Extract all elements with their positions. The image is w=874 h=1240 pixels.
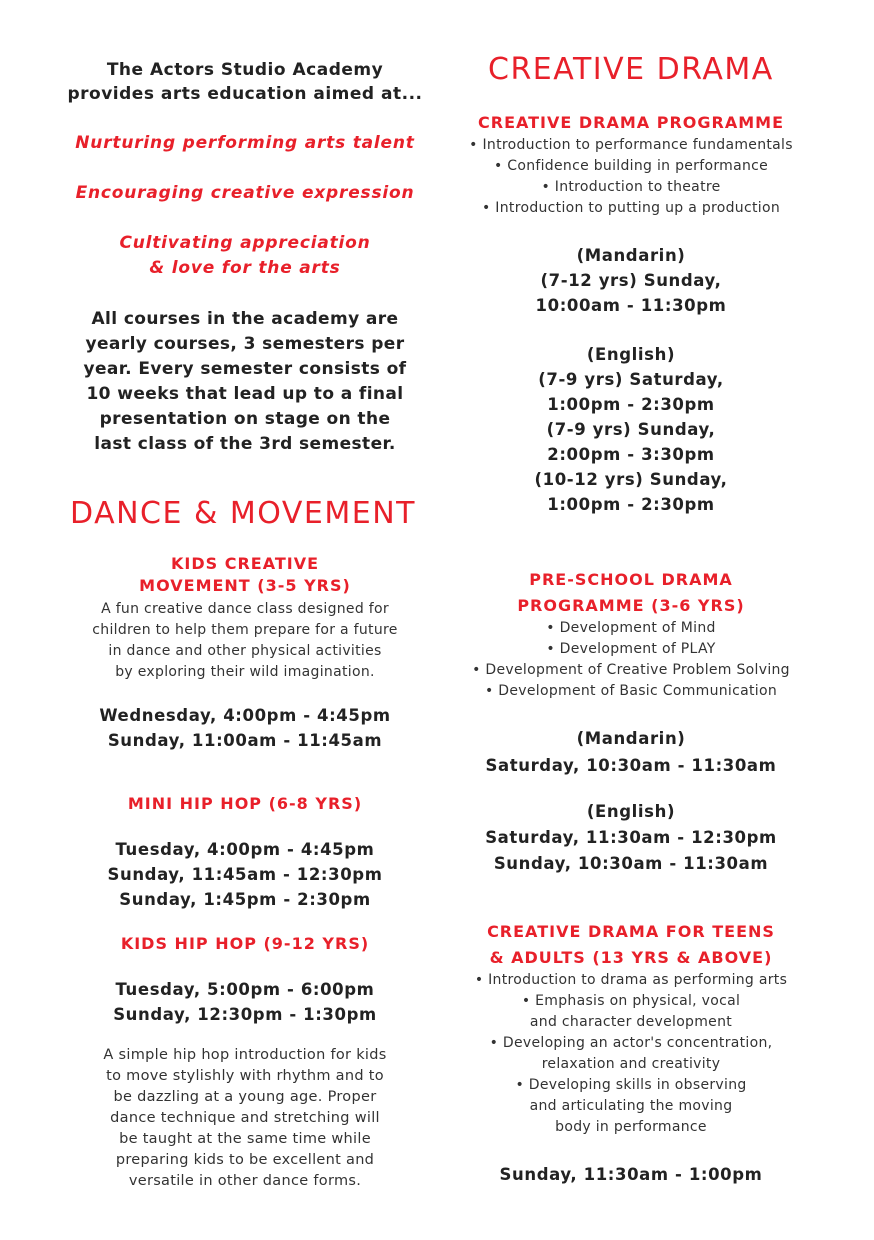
bullet-item: and articulating the moving bbox=[529, 1098, 733, 1114]
preschool-english-schedule bbox=[440, 799, 822, 877]
teens-schedule bbox=[440, 1162, 822, 1187]
hiphop-description bbox=[50, 1045, 440, 1192]
mini-hiphop-heading: MINI HIP HOP (6-8 YRS) bbox=[127, 794, 363, 813]
language-label: (Mandarin) bbox=[576, 246, 686, 265]
schedule-line: Saturday, 10:30am - 11:30am bbox=[485, 756, 777, 775]
courses-line: All courses in the academy are bbox=[91, 309, 399, 329]
kids-hiphop-heading: KIDS HIP HOP (9-12 YRS) bbox=[120, 934, 370, 953]
teens-bullets bbox=[440, 970, 822, 1138]
schedule-line: Sunday, 11:45am - 12:30pm bbox=[107, 865, 383, 884]
schedule-line: Tuesday, 4:00pm - 4:45pm bbox=[115, 840, 375, 859]
bullet-item: • Developing an actor's concentration, bbox=[489, 1035, 773, 1051]
tagline-nurturing: Nurturing performing arts talent bbox=[75, 133, 415, 153]
bullet-item: and character development bbox=[529, 1014, 733, 1030]
bullet-item: • Development of PLAY bbox=[546, 641, 716, 657]
bullet-item: • Confidence building in performance bbox=[493, 158, 769, 174]
intro-text bbox=[50, 58, 440, 106]
schedule-line: (7-9 yrs) Sunday, bbox=[546, 420, 716, 439]
bullet-item: • Development of Mind bbox=[546, 620, 716, 636]
desc-line: A fun creative dance class designed for bbox=[101, 601, 389, 617]
desc-line: by exploring their wild imagination. bbox=[115, 664, 375, 680]
desc-line: versatile in other dance forms. bbox=[128, 1173, 362, 1189]
drama-programme-bullets bbox=[440, 135, 822, 219]
bullet-item: • Emphasis on physical, vocal bbox=[521, 993, 741, 1009]
drama-section-title: CREATIVE DRAMA bbox=[488, 52, 774, 87]
desc-line: be taught at the same time while bbox=[119, 1131, 371, 1147]
desc-line: dance technique and stretching will bbox=[110, 1110, 380, 1126]
schedule-line: 10:00am - 11:30pm bbox=[535, 296, 727, 315]
courses-description bbox=[50, 307, 440, 457]
desc-line: children to help them prepare for a future bbox=[92, 622, 398, 638]
heading-line: KIDS CREATIVE bbox=[170, 554, 320, 573]
bullet-item: • Development of Basic Communication bbox=[484, 683, 777, 699]
language-label: (English) bbox=[586, 802, 676, 821]
schedule-line: 1:00pm - 2:30pm bbox=[547, 395, 715, 414]
drama-english-schedule bbox=[440, 342, 822, 517]
heading-line: & ADULTS (13 YRS & ABOVE) bbox=[489, 948, 773, 967]
bullet-item: • Introduction to drama as performing arts bbox=[474, 972, 788, 988]
teens-heading bbox=[440, 919, 822, 971]
courses-line: 10 weeks that lead up to a final bbox=[86, 384, 404, 404]
desc-line: be dazzling at a young age. Proper bbox=[113, 1089, 377, 1105]
courses-line: presentation on stage on the bbox=[99, 409, 391, 429]
desc-line: preparing kids to be excellent and bbox=[115, 1152, 375, 1168]
preschool-mandarin-schedule bbox=[440, 725, 822, 779]
schedule-line: (7-12 yrs) Sunday, bbox=[540, 271, 722, 290]
intro-line: The Actors Studio Academy bbox=[106, 60, 384, 80]
language-label: (English) bbox=[586, 345, 676, 364]
heading-line: MOVEMENT (3-5 YRS) bbox=[139, 576, 351, 595]
bullet-item: • Introduction to putting up a production bbox=[482, 200, 780, 216]
courses-line: yearly courses, 3 semesters per bbox=[85, 334, 405, 354]
bullet-item: • Development of Creative Problem Solving bbox=[472, 662, 790, 678]
preschool-bullets bbox=[440, 618, 822, 702]
schedule-line: 2:00pm - 3:30pm bbox=[547, 445, 715, 464]
bullet-item: body in performance bbox=[555, 1119, 707, 1135]
courses-line: year. Every semester consists of bbox=[83, 359, 407, 379]
language-label: (Mandarin) bbox=[576, 729, 686, 748]
drama-programme-heading: CREATIVE DRAMA PROGRAMME bbox=[478, 113, 784, 132]
tagline-cultivating bbox=[50, 231, 440, 281]
courses-line: last class of the 3rd semester. bbox=[94, 434, 396, 454]
intro-line: provides arts education aimed at... bbox=[67, 84, 423, 104]
tagline-encouraging: Encouraging creative expression bbox=[75, 183, 415, 203]
bullet-item: relaxation and creativity bbox=[541, 1056, 721, 1072]
schedule-line: Sunday, 1:45pm - 2:30pm bbox=[119, 890, 371, 909]
bullet-item: • Developing skills in observing bbox=[515, 1077, 747, 1093]
schedule-line: Sunday, 10:30am - 11:30am bbox=[493, 854, 769, 873]
bullet-item: • Introduction to performance fundamentals bbox=[469, 137, 793, 153]
kids-hiphop-schedule bbox=[50, 977, 440, 1027]
kids-creative-description bbox=[50, 599, 440, 683]
schedule-line: Sunday, 11:00am - 11:45am bbox=[107, 731, 383, 750]
schedule-line: Sunday, 12:30pm - 1:30pm bbox=[113, 1005, 377, 1024]
tagline-line: Cultivating appreciation bbox=[119, 233, 371, 253]
schedule-line: (7-9 yrs) Saturday, bbox=[538, 370, 724, 389]
desc-line: to move stylishly with rhythm and to bbox=[106, 1068, 384, 1084]
tagline-line: & love for the arts bbox=[149, 258, 341, 278]
heading-line: PRE-SCHOOL DRAMA bbox=[529, 570, 733, 589]
desc-line: in dance and other physical activities bbox=[108, 643, 382, 659]
heading-line: CREATIVE DRAMA FOR TEENS bbox=[487, 922, 775, 941]
dance-section-title: DANCE & MOVEMENT bbox=[70, 496, 416, 531]
desc-line: A simple hip hop introduction for kids bbox=[103, 1047, 387, 1063]
schedule-line: Saturday, 11:30am - 12:30pm bbox=[485, 828, 777, 847]
schedule-line: 1:00pm - 2:30pm bbox=[547, 495, 715, 514]
schedule-line: Wednesday, 4:00pm - 4:45pm bbox=[99, 706, 391, 725]
preschool-heading bbox=[440, 567, 822, 619]
schedule-line: Tuesday, 5:00pm - 6:00pm bbox=[115, 980, 375, 999]
kids-creative-heading bbox=[50, 553, 440, 597]
schedule-line: Sunday, 11:30am - 1:00pm bbox=[499, 1165, 763, 1184]
mini-hiphop-schedule bbox=[50, 837, 440, 912]
heading-line: PROGRAMME (3-6 YRS) bbox=[517, 596, 745, 615]
drama-mandarin-schedule bbox=[440, 243, 822, 318]
bullet-item: • Introduction to theatre bbox=[541, 179, 721, 195]
schedule-line: (10-12 yrs) Sunday, bbox=[534, 470, 728, 489]
kids-creative-schedule bbox=[50, 703, 440, 753]
